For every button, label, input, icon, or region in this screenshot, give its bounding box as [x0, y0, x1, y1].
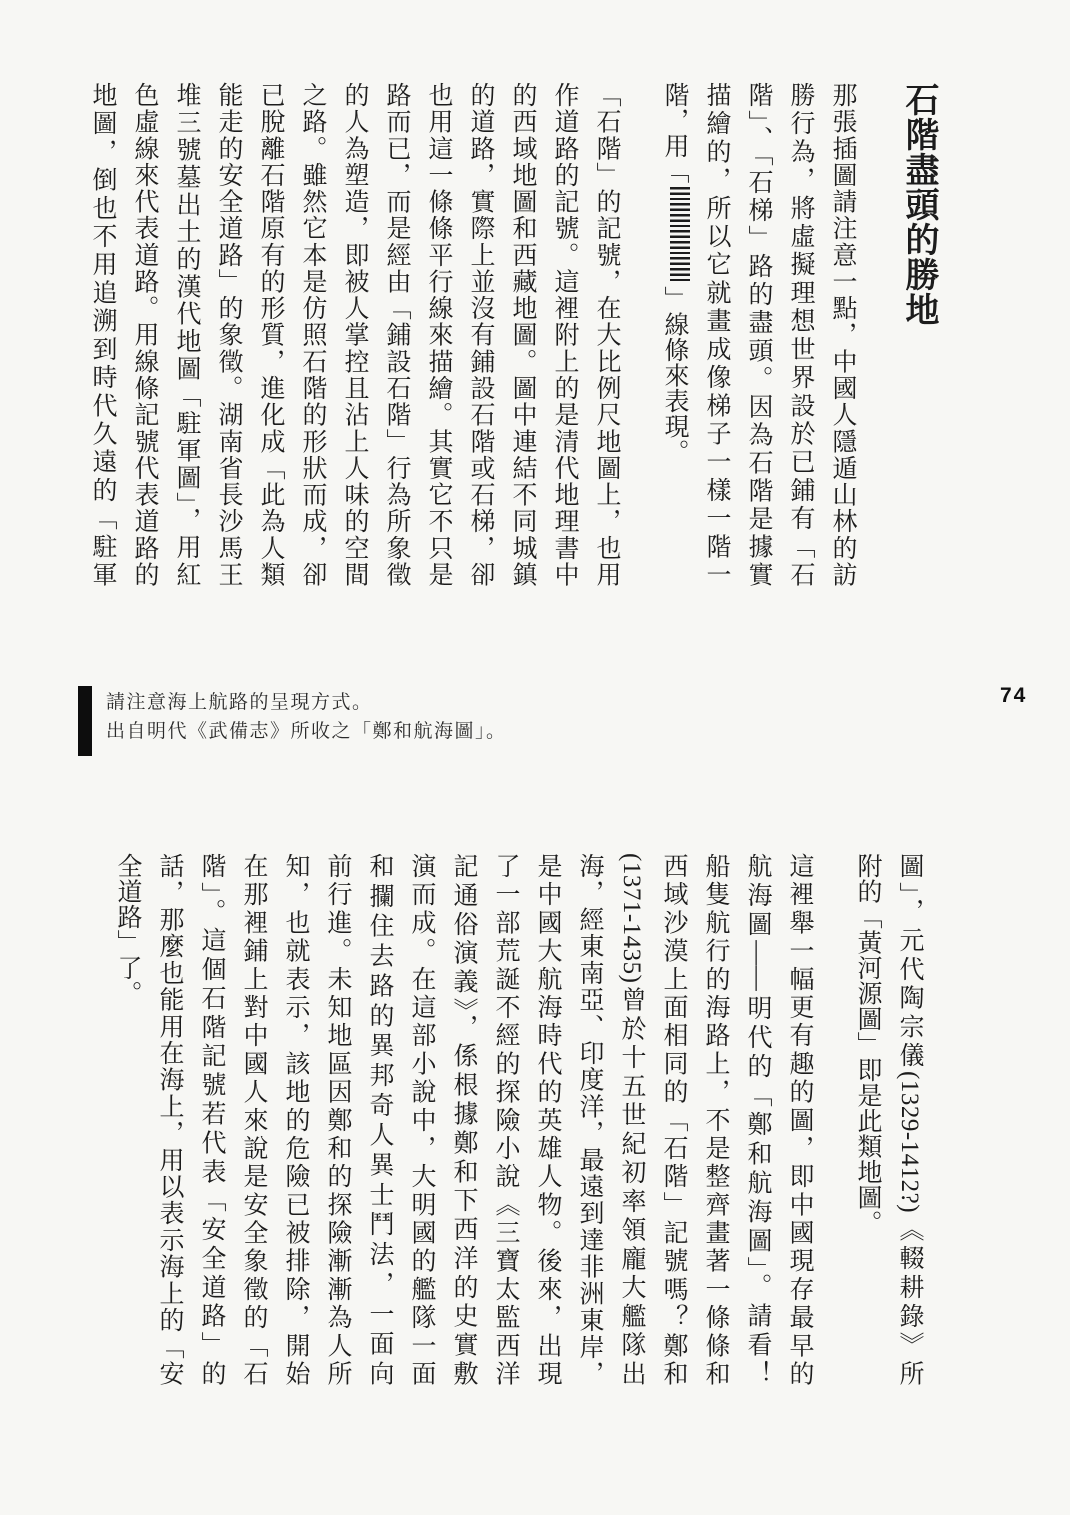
text-column: 地圖，倒也不用追溯到時代久遠的「駐軍	[89, 82, 116, 587]
text-column: 記通俗演義》，係根據鄭和下西洋的史實敷	[450, 853, 477, 1386]
page-title: 石階盡頭的勝地	[900, 82, 937, 327]
text-column: 階」、「石梯」路的盡頭。因為石階是據實	[745, 82, 772, 587]
text-column: 船隻航行的海路上，不是整齊畫著一條條和	[702, 853, 729, 1386]
text-column: 之路。雖然它本是仿照石階的形狀而成，卻	[299, 82, 326, 587]
text-column: 全道路」了。	[114, 853, 141, 1006]
text-column	[653, 82, 695, 587]
text-column: 的人為塑造，即被人掌控且沾上人味的空間	[341, 82, 368, 587]
text-column: 西域沙漠上面相同的「石階」記號嗎？鄭和	[660, 853, 687, 1386]
top-text-block	[85, 82, 945, 587]
caption-line: 請注意海上航路的呈現方式。	[106, 692, 373, 713]
text-column: 階」。這個石階記號若代表「安全道路」的	[198, 853, 225, 1386]
caption-line: 出自明代《武備志》所收之「鄭和航海圖」。	[106, 721, 507, 742]
text-column: 航海圖——明代的「鄭和航海圖」。請看！	[744, 853, 771, 1386]
text-column: 也用這一條條平行線來描繪。其實它不只是	[425, 82, 452, 587]
page-number: 74	[1000, 684, 1028, 707]
text-column: 已脫離石階原有的形質，進化成「此為人類	[257, 82, 284, 587]
text-column: 話，那麼也能用在海上，用以表示海上的「安	[156, 853, 183, 1386]
text-column: 是中國大航海時代的英雄人物。後來，出現	[534, 853, 561, 1386]
caption-marker-bar	[78, 686, 92, 756]
figure-caption	[78, 686, 507, 756]
text-column: 了一部荒誕不經的探險小說《三寶太監西洋	[492, 853, 519, 1386]
text-column: 的道路，實際上並沒有鋪設石階或石梯，卻	[467, 82, 494, 587]
text-column: (1371-1435)曾於十五世紀初率領龐大艦隊出	[618, 853, 645, 1386]
text-column: 描繪的，所以它就畫成像梯子一樣一階一	[703, 82, 730, 587]
text-column: 前行進。未知地區因鄭和的探險漸漸為人所	[324, 853, 351, 1386]
text-column: 知，也就表示，該地的危險已被排除，開始	[282, 853, 309, 1386]
text-run: 」線條來表現。	[661, 286, 688, 465]
text-column: 色虛線來代表道路。用線條記號代表道路的	[131, 82, 158, 587]
text-column: 這裡舉一幅更有趣的圖，即中國現存最早的	[786, 853, 813, 1386]
text-column: 「石階」的記號，在大比例尺地圖上，也用	[593, 82, 620, 587]
bottom-text-block	[115, 853, 930, 1386]
text-column: 和攔住去路的異邦奇人異士鬥法，一面向	[366, 853, 393, 1386]
text-column: 那張插圖請注意一點，中國人隱遁山林的訪	[829, 82, 856, 587]
text-column: 的西域地圖和西藏地圖。圖中連結不同城鎮	[509, 82, 536, 587]
caption-text	[106, 686, 507, 756]
text-column: 能走的安全道路」的象徵。湖南省長沙馬王	[215, 82, 242, 587]
text-column: 路而已，而是經由「鋪設石階」行為所象徵	[383, 82, 410, 587]
text-column: 在那裡鋪上對中國人來說是安全象徵的「石	[240, 853, 267, 1386]
text-column: 海，經東南亞、印度洋，最遠到達非洲東岸，	[576, 853, 603, 1386]
text-run: 階，用「	[661, 82, 688, 184]
text-column: 圖」，元代陶宗儀(1329-1412?)《輟耕錄》所	[896, 853, 923, 1386]
text-column: 演而成。在這部小說中，大明國的艦隊一面	[408, 853, 435, 1386]
text-column: 作道路的記號。這裡附上的是清代地理書中	[551, 82, 578, 587]
text-column: 勝行為，將虛擬理想世界設於已鋪有「石	[787, 82, 814, 587]
text-column: 附的「黃河源圖」即是此類地圖。	[854, 853, 881, 1236]
text-column: 堆三號墓出土的漢代地圖「駐軍圖」，用紅	[173, 82, 200, 587]
stone-step-ladder-icon	[670, 187, 690, 283]
